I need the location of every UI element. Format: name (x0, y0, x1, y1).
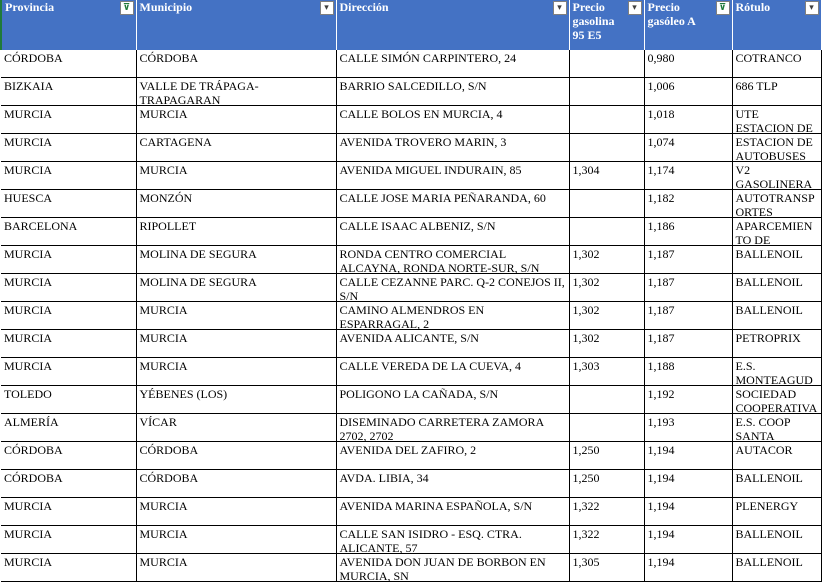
gasolina-price-cell[interactable] (569, 134, 644, 162)
header-direccion[interactable] (336, 0, 569, 50)
direccion-cell[interactable] (336, 274, 569, 302)
cell-value: 1,302 (572, 331, 600, 345)
cell-value: AUTACOR (735, 443, 793, 457)
gasolina-price-cell[interactable] (569, 358, 644, 386)
gasoleo-price-cell[interactable] (644, 498, 732, 526)
provincia-cell[interactable] (1, 442, 136, 470)
direccion-cell[interactable] (336, 330, 569, 358)
cell-value: RONDA CENTRO COMERCIAL ALCAYNA, RONDA NORTE-SUR, S/N (339, 247, 540, 275)
provincia-cell[interactable] (1, 50, 136, 78)
dropdown-arrow-icon[interactable]: ▾ (805, 1, 819, 15)
provincia-cell[interactable] (1, 78, 136, 106)
gasolina-price-cell[interactable] (569, 330, 644, 358)
cell-value: YÉBENES (LOS) (139, 387, 228, 401)
rotulo-cell[interactable] (732, 414, 821, 442)
gasolina-price-cell[interactable] (569, 386, 644, 414)
header-label: Provincia (5, 0, 55, 14)
cell-value: DISEMINADO CARRETERA ZAMORA 2702, 2702 (339, 415, 544, 443)
cell-value: 1,187 (647, 247, 675, 261)
gasoleo-price-cell[interactable] (644, 190, 732, 218)
table-row (1, 330, 821, 358)
direccion-cell[interactable] (336, 218, 569, 246)
provincia-cell[interactable] (1, 526, 136, 554)
header-label: Dirección (339, 0, 389, 14)
municipio-cell[interactable] (136, 414, 336, 442)
table-row (1, 274, 821, 302)
gasolina-price-cell[interactable] (569, 442, 644, 470)
cell-value: 1,305 (572, 555, 600, 569)
municipio-cell[interactable] (136, 358, 336, 386)
gasoleo-price-cell[interactable] (644, 330, 732, 358)
cell-value: BALLENOIL (735, 527, 803, 541)
municipio-cell[interactable] (136, 190, 336, 218)
cell-value: MONZÓN (139, 191, 193, 205)
dropdown-arrow-icon[interactable]: ▾ (628, 1, 642, 15)
table-row (1, 246, 821, 274)
gasolina-price-cell[interactable] (569, 218, 644, 246)
rotulo-cell[interactable] (732, 106, 821, 134)
rotulo-cell[interactable] (732, 470, 821, 498)
gasolina-price-cell[interactable] (569, 78, 644, 106)
cell-value: MURCIA (139, 527, 188, 541)
rotulo-cell[interactable] (732, 274, 821, 302)
cell-value: AVENIDA MARINA ESPAÑOLA, S/N (339, 499, 533, 513)
provincia-cell[interactable] (1, 302, 136, 330)
header-row (1, 0, 821, 50)
cell-value: E.S. COOP SANTA (735, 415, 791, 443)
cell-value: HUESCA (4, 191, 53, 205)
municipio-cell[interactable] (136, 50, 336, 78)
rotulo-cell[interactable] (732, 162, 821, 190)
cell-value: 1,187 (647, 331, 675, 345)
cell-value: MURCIA (139, 555, 188, 569)
cell-value: MURCIA (139, 107, 188, 121)
filter-active-icon[interactable]: ⊽ (120, 1, 134, 15)
table-row (1, 414, 821, 442)
table-row (1, 78, 821, 106)
cell-value: COTRANCO (735, 51, 802, 65)
direccion-cell[interactable] (336, 106, 569, 134)
cell-value: 1,194 (647, 555, 675, 569)
rotulo-cell[interactable] (732, 330, 821, 358)
cell-value: CÓRDOBA (139, 443, 199, 457)
rotulo-cell[interactable] (732, 50, 821, 78)
direccion-cell[interactable] (336, 498, 569, 526)
cell-value: 1,194 (647, 499, 675, 513)
municipio-cell[interactable] (136, 526, 336, 554)
table-row (1, 526, 821, 554)
cell-value: 1,006 (647, 79, 675, 93)
gasolina-price-cell[interactable] (569, 302, 644, 330)
rotulo-cell[interactable] (732, 78, 821, 106)
table-row (1, 554, 821, 582)
direccion-cell[interactable] (336, 358, 569, 386)
cell-value: CALLE CEZANNE PARC. Q-2 CONEJOS II, S/N (339, 275, 565, 303)
table-row (1, 106, 821, 134)
direccion-cell[interactable] (336, 246, 569, 274)
header-precio-gasolina[interactable] (569, 0, 644, 50)
municipio-cell[interactable] (136, 246, 336, 274)
cell-value: 1,193 (647, 415, 675, 429)
header-municipio[interactable] (136, 0, 336, 50)
cell-value: MURCIA (4, 163, 53, 177)
cell-value: MURCIA (139, 163, 188, 177)
cell-value: AVENIDA ALICANTE, S/N (339, 331, 479, 345)
provincia-cell[interactable] (1, 470, 136, 498)
rotulo-cell[interactable] (732, 554, 821, 582)
gasolina-price-cell[interactable] (569, 414, 644, 442)
cell-value: 1,188 (647, 359, 675, 373)
cell-value: 1,194 (647, 471, 675, 485)
rotulo-cell[interactable] (732, 442, 821, 470)
gasolina-price-cell[interactable] (569, 162, 644, 190)
provincia-cell[interactable] (1, 554, 136, 582)
cell-value: 1,074 (647, 135, 675, 149)
gasoleo-price-cell[interactable] (644, 526, 732, 554)
cell-value: AVENIDA DON JUAN DE BORBON EN MURCIA, SN (339, 555, 546, 583)
cell-value: 1,194 (647, 527, 675, 541)
cell-value: BALLENOIL (735, 471, 803, 485)
rotulo-cell[interactable] (732, 498, 821, 526)
provincia-cell[interactable] (1, 274, 136, 302)
dropdown-arrow-icon[interactable]: ▾ (320, 1, 334, 15)
cell-value: SOCIEDAD COOPERATIVA (735, 387, 818, 415)
cell-value: BALLENOIL (735, 555, 803, 569)
gasoleo-price-cell[interactable] (644, 134, 732, 162)
filter-active-icon[interactable]: ⊽ (716, 1, 730, 15)
cell-value: TOLEDO (4, 387, 52, 401)
cell-value: BARCELONA (4, 219, 78, 233)
header-rotulo[interactable] (732, 0, 821, 50)
rotulo-cell[interactable] (732, 358, 821, 386)
header-label: Precio gasolina 95 E5 (572, 0, 615, 42)
cell-value: VALLE DE TRÁPAGA-TRAPAGARAN (139, 79, 259, 107)
cell-value: 1,302 (572, 247, 600, 261)
gasoleo-price-cell[interactable] (644, 162, 732, 190)
gasoleo-price-cell[interactable] (644, 470, 732, 498)
cell-value: MURCIA (4, 359, 53, 373)
direccion-cell[interactable] (336, 162, 569, 190)
cell-value: MURCIA (139, 331, 188, 345)
cell-value: CÓRDOBA (4, 443, 63, 457)
cell-value: CÓRDOBA (139, 471, 199, 485)
gasoleo-price-cell[interactable] (644, 50, 732, 78)
gasoleo-price-cell[interactable] (644, 246, 732, 274)
rotulo-cell[interactable] (732, 218, 821, 246)
direccion-cell[interactable] (336, 134, 569, 162)
cell-value: MURCIA (4, 303, 53, 317)
cell-value: 1,302 (572, 275, 600, 289)
cell-value: E.S. MONTEAGUD (735, 359, 813, 387)
rotulo-cell[interactable] (732, 302, 821, 330)
cell-value: PETROPRIX (735, 331, 801, 345)
table-row (1, 162, 821, 190)
cell-value: CALLE SIMÓN CARPINTERO, 24 (339, 51, 517, 65)
provincia-cell[interactable] (1, 218, 136, 246)
direccion-cell[interactable] (336, 470, 569, 498)
cell-value: AVENIDA MIGUEL INDURAIN, 85 (339, 163, 522, 177)
provincia-cell[interactable] (1, 330, 136, 358)
direccion-cell[interactable] (336, 78, 569, 106)
table-row (1, 442, 821, 470)
cell-value: CÓRDOBA (4, 471, 63, 485)
cell-value: AUTOTRANSP ORTES (735, 191, 815, 219)
cell-value: 1,194 (647, 443, 675, 457)
municipio-cell[interactable] (136, 302, 336, 330)
cell-value: AVENIDA TROVERO MARIN, 3 (339, 135, 507, 149)
cell-value: 1,250 (572, 443, 600, 457)
municipio-cell[interactable] (136, 386, 336, 414)
cell-value: POLIGONO LA CAÑADA, S/N (339, 387, 499, 401)
provincia-cell[interactable] (1, 106, 136, 134)
table-body (1, 50, 821, 582)
cell-value: VÍCAR (139, 415, 177, 429)
cell-value: MURCIA (4, 135, 53, 149)
cell-value: 1,250 (572, 471, 600, 485)
cell-value: 1,182 (647, 191, 675, 205)
header-label: Municipio (139, 0, 193, 14)
cell-value: CALLE VEREDA DE LA CUEVA, 4 (339, 359, 522, 373)
gasoleo-price-cell[interactable] (644, 554, 732, 582)
cell-value: MURCIA (4, 247, 53, 261)
direccion-cell[interactable] (336, 526, 569, 554)
table-row (1, 218, 821, 246)
provincia-cell[interactable] (1, 162, 136, 190)
table-row (1, 386, 821, 414)
cell-value: BALLENOIL (735, 303, 803, 317)
cell-value: MURCIA (139, 499, 188, 513)
cell-value: ALMERÍA (4, 415, 59, 429)
gasoleo-price-cell[interactable] (644, 386, 732, 414)
cell-value: MURCIA (4, 107, 53, 121)
cell-value: CALLE JOSE MARIA PEÑARANDA, 60 (339, 191, 546, 205)
gasoleo-price-cell[interactable] (644, 302, 732, 330)
cell-value: 1,187 (647, 275, 675, 289)
header-label: Precio gasóleo A (647, 0, 696, 28)
municipio-cell[interactable] (136, 106, 336, 134)
cell-value: MURCIA (4, 499, 53, 513)
cell-value: PLENERGY (735, 499, 799, 513)
municipio-cell[interactable] (136, 498, 336, 526)
cell-value: 686 TLP (735, 79, 778, 93)
cell-value: V2 GASOLINERA (735, 163, 813, 191)
table-row (1, 302, 821, 330)
header-precio-gasoleo[interactable] (644, 0, 732, 50)
cell-value: 1,322 (572, 527, 600, 541)
table-row (1, 498, 821, 526)
cell-value: 1,302 (572, 303, 600, 317)
cell-value: CÓRDOBA (139, 51, 199, 65)
cell-value: AVENIDA DEL ZAFIRO, 2 (339, 443, 477, 457)
rotulo-cell[interactable] (732, 386, 821, 414)
cell-value: CÓRDOBA (4, 51, 63, 65)
municipio-cell[interactable] (136, 218, 336, 246)
cell-value: CARTAGENA (139, 135, 212, 149)
municipio-cell[interactable] (136, 554, 336, 582)
provincia-cell[interactable] (1, 414, 136, 442)
cell-value: BIZKAIA (4, 79, 54, 93)
direccion-cell[interactable] (336, 414, 569, 442)
cell-value: 1,186 (647, 219, 675, 233)
provincia-cell[interactable] (1, 190, 136, 218)
cell-value: MOLINA DE SEGURA (139, 247, 257, 261)
gasolina-price-cell[interactable] (569, 246, 644, 274)
gasolina-price-cell[interactable] (569, 498, 644, 526)
gasoleo-price-cell[interactable] (644, 358, 732, 386)
cell-value: 1,303 (572, 359, 600, 373)
cell-value: MURCIA (4, 275, 53, 289)
municipio-cell[interactable] (136, 274, 336, 302)
direccion-cell[interactable] (336, 190, 569, 218)
municipio-cell[interactable] (136, 442, 336, 470)
cell-value: MURCIA (4, 527, 53, 541)
rotulo-cell[interactable] (732, 526, 821, 554)
cell-value: 1,018 (647, 107, 675, 121)
cell-value: 1,187 (647, 303, 675, 317)
header-label: Rótulo (735, 0, 771, 14)
cell-value: CAMINO ALMENDROS EN ESPARRAGAL, 2 (339, 303, 485, 331)
gasolina-price-cell[interactable] (569, 526, 644, 554)
cell-value: BALLENOIL (735, 247, 803, 261)
gasoleo-price-cell[interactable] (644, 414, 732, 442)
gasolina-price-cell[interactable] (569, 106, 644, 134)
cell-value: MURCIA (139, 303, 188, 317)
cell-value: RIPOLLET (139, 219, 197, 233)
cell-value: AVDA. LIBIA, 34 (339, 471, 429, 485)
cell-value: CALLE BOLOS EN MURCIA, 4 (339, 107, 503, 121)
direccion-cell[interactable] (336, 442, 569, 470)
cell-value: BALLENOIL (735, 275, 803, 289)
provincia-cell[interactable] (1, 134, 136, 162)
municipio-cell[interactable] (136, 78, 336, 106)
header-provincia[interactable] (1, 0, 136, 50)
gasoleo-price-cell[interactable] (644, 442, 732, 470)
cell-value: ESTACION DE AUTOBUSES (735, 135, 813, 163)
provincia-cell[interactable] (1, 498, 136, 526)
cell-value: MURCIA (139, 359, 188, 373)
gasoleo-price-cell[interactable] (644, 274, 732, 302)
table-row (1, 50, 821, 78)
direccion-cell[interactable] (336, 302, 569, 330)
gasolina-price-cell[interactable] (569, 470, 644, 498)
cell-value: MOLINA DE SEGURA (139, 275, 257, 289)
cell-value: 0,980 (647, 51, 675, 65)
provincia-cell[interactable] (1, 246, 136, 274)
municipio-cell[interactable] (136, 162, 336, 190)
municipio-cell[interactable] (136, 134, 336, 162)
cell-value: 1,174 (647, 163, 675, 177)
direccion-cell[interactable] (336, 554, 569, 582)
gasolina-price-cell[interactable] (569, 554, 644, 582)
gasoleo-price-cell[interactable] (644, 218, 732, 246)
gasolina-price-cell[interactable] (569, 50, 644, 78)
provincia-cell[interactable] (1, 358, 136, 386)
cell-value: CALLE SAN ISIDRO - ESQ. CTRA. ALICANTE, 57 (339, 527, 522, 555)
cell-value: MURCIA (4, 331, 53, 345)
gasolina-price-cell[interactable] (569, 274, 644, 302)
gasoleo-price-cell[interactable] (644, 106, 732, 134)
rotulo-cell[interactable] (732, 190, 821, 218)
table-row (1, 358, 821, 386)
municipio-cell[interactable] (136, 470, 336, 498)
cell-value: 1,322 (572, 499, 600, 513)
provincia-cell[interactable] (1, 386, 136, 414)
table-row (1, 190, 821, 218)
cell-value: UTE ESTACION DE (735, 107, 813, 135)
municipio-cell[interactable] (136, 330, 336, 358)
rotulo-cell[interactable] (732, 134, 821, 162)
gasoleo-price-cell[interactable] (644, 78, 732, 106)
cell-value: BARRIO SALCEDILLO, S/N (339, 79, 487, 93)
cell-value: APARCEMIEN TO DE (735, 219, 813, 247)
cell-value: CALLE ISAAC ALBENIZ, S/N (339, 219, 496, 233)
direccion-cell[interactable] (336, 50, 569, 78)
rotulo-cell[interactable] (732, 246, 821, 274)
gasolina-price-cell[interactable] (569, 190, 644, 218)
cell-value: 1,192 (647, 387, 675, 401)
table-row (1, 470, 821, 498)
cell-value: MURCIA (4, 555, 53, 569)
dropdown-arrow-icon[interactable]: ▾ (553, 1, 567, 15)
cell-value: 1,304 (572, 163, 600, 177)
direccion-cell[interactable] (336, 386, 569, 414)
table-row (1, 134, 821, 162)
